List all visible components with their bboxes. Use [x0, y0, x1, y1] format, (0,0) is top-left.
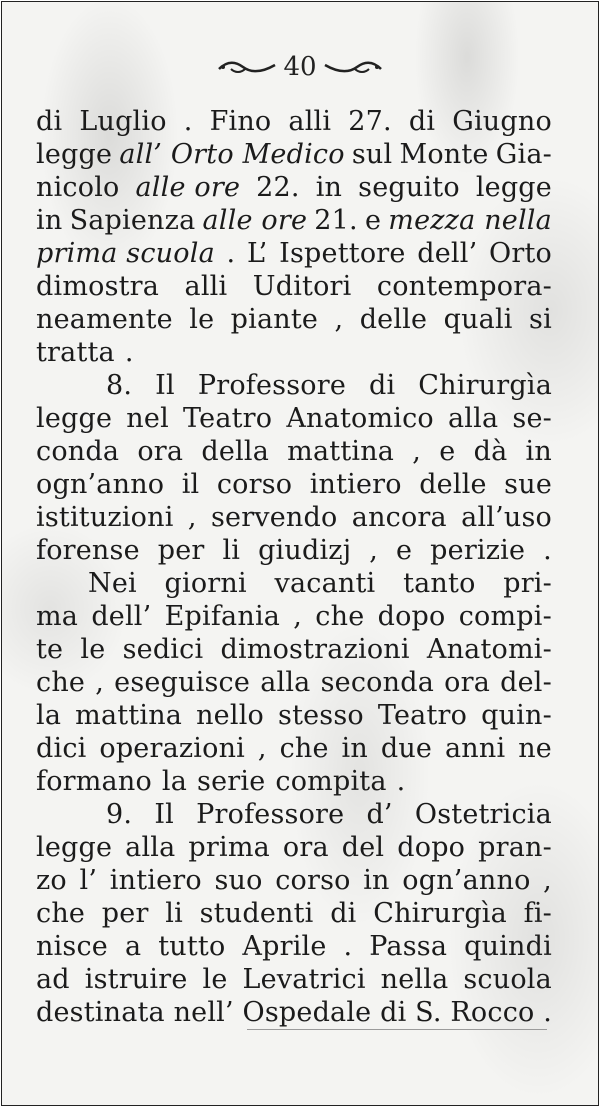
underline-rule [247, 1029, 547, 1030]
word: ma [36, 601, 79, 632]
text-line [36, 270, 552, 303]
word: Ispettore [279, 238, 406, 269]
text-line [36, 600, 552, 633]
text-line [36, 864, 552, 897]
right-ornament-icon [323, 57, 383, 77]
word: le [80, 634, 106, 665]
text-line [36, 567, 552, 600]
word: le [189, 304, 215, 335]
word: 27. [348, 106, 392, 137]
word: legge [36, 139, 113, 170]
word: Professore [197, 370, 346, 401]
word: di [36, 106, 63, 137]
word: le [202, 964, 228, 995]
word: di [368, 370, 396, 401]
word: tanto [403, 568, 476, 599]
left-ornament-icon [217, 57, 277, 77]
page-number: 40 [283, 52, 317, 82]
word: contempora- [376, 271, 552, 302]
word: in [315, 172, 343, 203]
text-line [36, 468, 552, 501]
text-line [36, 831, 552, 864]
word: fi- [523, 898, 552, 929]
word: , [543, 865, 552, 896]
text-line [36, 105, 552, 138]
word: di [408, 106, 436, 137]
word: nello [196, 700, 264, 731]
word: corso [216, 469, 293, 500]
word: 22. [256, 172, 300, 203]
text-line [36, 996, 552, 1029]
word: Monte [399, 139, 489, 170]
word: piante [230, 304, 319, 335]
word: li [222, 535, 241, 566]
word: sue [504, 469, 552, 500]
word: Chirurgìa [373, 898, 507, 929]
word: seconda [320, 667, 434, 698]
text-line [36, 402, 552, 435]
word: Levatrici [242, 964, 366, 995]
word: legge [475, 172, 552, 203]
word: nell’ [173, 997, 234, 1028]
word: Passa [369, 931, 448, 962]
word: L’ [247, 238, 268, 269]
word: Professore [196, 799, 345, 830]
word: la [36, 700, 62, 731]
word: Ospedale [242, 997, 372, 1028]
word: dopo [397, 832, 466, 863]
text-line [36, 138, 552, 171]
word: pri- [503, 568, 552, 599]
word: , [187, 502, 197, 533]
word: . [543, 535, 552, 566]
word: compi- [458, 601, 552, 632]
word: Il [155, 370, 175, 401]
word: del- [500, 667, 552, 698]
word: Il [154, 799, 175, 830]
word: Aprile [242, 931, 327, 962]
word: di [330, 898, 357, 929]
word: , [334, 304, 344, 335]
word: sul [351, 139, 393, 170]
word: in [363, 865, 390, 896]
word: tratta [36, 337, 115, 368]
word: che [36, 898, 86, 929]
text-line [36, 666, 552, 699]
word: che [279, 733, 329, 764]
word: quindi [464, 931, 552, 962]
word: suo [214, 865, 263, 896]
text-line [36, 435, 552, 468]
body-text [36, 105, 552, 1029]
word: alle ore [202, 205, 308, 236]
word: , [293, 601, 303, 632]
word: di [380, 997, 407, 1028]
word: Uditori [252, 271, 352, 302]
word: mezza nella [388, 205, 552, 236]
word: e [439, 436, 456, 467]
word: dopo [377, 601, 446, 632]
word: l’ [79, 865, 98, 896]
word: . [183, 106, 193, 137]
word: alli [288, 106, 332, 137]
word: , [95, 667, 105, 698]
word: Anatomi- [426, 634, 552, 665]
word: dimostrazioni [220, 634, 410, 665]
word: 21. [314, 205, 358, 236]
word: , [369, 535, 379, 566]
word: per [101, 898, 149, 929]
word: si [529, 304, 552, 335]
word: scuola [463, 964, 552, 995]
word: e [396, 535, 413, 566]
word: alla [260, 667, 311, 698]
word: dimostra [36, 271, 160, 302]
word: all’uso [461, 502, 552, 533]
word: Ostetricia [414, 799, 552, 830]
word: operazioni [99, 733, 246, 764]
text-line [36, 798, 552, 831]
page-header [2, 54, 598, 80]
word: prima scuola [36, 238, 215, 269]
word: e [364, 205, 382, 236]
word: legge [36, 832, 113, 863]
word: prima [188, 832, 270, 863]
word: all’ Orto Medico [119, 139, 345, 170]
word: nel [126, 403, 169, 434]
word: servendo [210, 502, 338, 533]
word: ora [444, 667, 490, 698]
word: eseguisce [114, 667, 251, 698]
word: , [412, 436, 422, 467]
word: quin- [481, 700, 552, 731]
text-line [36, 963, 552, 996]
word: ogn’anno [36, 469, 165, 500]
word: . [543, 997, 552, 1028]
word: legge [36, 403, 113, 434]
text-line [36, 765, 552, 798]
text-line [36, 336, 552, 369]
word: li [165, 898, 183, 929]
word: Epifania [164, 601, 281, 632]
word: che [36, 667, 86, 698]
word: , [257, 733, 267, 764]
word: Teatro [377, 700, 468, 731]
word: nella [380, 964, 449, 995]
word: stesso [278, 700, 364, 731]
word: S. [415, 997, 442, 1028]
word: seguito [358, 172, 460, 203]
text-line [36, 633, 552, 666]
word: ad [36, 964, 70, 995]
text-line [36, 732, 552, 765]
word: la [161, 766, 188, 797]
word: mattina [287, 436, 395, 467]
word: ancora [351, 502, 447, 533]
word: il [181, 469, 200, 500]
text-line [36, 534, 552, 567]
word: Gia- [495, 139, 552, 170]
word: alla [125, 832, 176, 863]
word: Luglio [79, 106, 167, 137]
word: perizie [430, 535, 526, 566]
word: che [315, 601, 365, 632]
word: Sapienza [69, 205, 196, 236]
word: formano [36, 766, 152, 797]
word: dell’ [417, 238, 478, 269]
word: 9. [106, 799, 133, 830]
word: 8. [106, 370, 133, 401]
word: corso [275, 865, 351, 896]
word: forense [36, 535, 140, 566]
word: . [343, 931, 353, 962]
word: Rocco [450, 997, 535, 1028]
word: pran- [478, 832, 552, 863]
text-line [36, 699, 552, 732]
word: istituzioni [36, 502, 174, 533]
word: due [380, 733, 433, 764]
word: dà [473, 436, 508, 467]
word: Anatomico [286, 403, 434, 434]
word: Giugno [452, 106, 552, 137]
text-line [36, 501, 552, 534]
word: a [124, 931, 142, 962]
word: . [226, 238, 236, 269]
word: della [201, 436, 269, 467]
word: neamente [36, 304, 173, 335]
word: serie [197, 766, 266, 797]
word: se- [512, 403, 552, 434]
word: alli [184, 271, 228, 302]
word: per [157, 535, 205, 566]
word: Teatro [183, 403, 273, 434]
word: alle ore [135, 172, 241, 203]
book-page [1, 1, 599, 1106]
word: Fino [209, 106, 272, 137]
word: in [525, 436, 552, 467]
word: ogn’anno [402, 865, 531, 896]
word: . [124, 337, 134, 368]
word: compita [275, 766, 387, 797]
word: Chirurgìa [418, 370, 552, 401]
word: in [36, 205, 63, 236]
word: tutto [158, 931, 226, 962]
word: Nei [88, 568, 137, 599]
word: quali [443, 304, 513, 335]
word: studenti [199, 898, 314, 929]
text-line [36, 369, 552, 402]
word: giorni [164, 568, 247, 599]
word: ora [282, 832, 329, 863]
word: sedici [122, 634, 204, 665]
word: nisce [36, 931, 108, 962]
word: d’ [366, 799, 393, 830]
word: istruire [84, 964, 188, 995]
word: anni [445, 733, 506, 764]
word: ora [137, 436, 184, 467]
word: alla [448, 403, 499, 434]
word: te [36, 634, 64, 665]
word: in [341, 733, 368, 764]
text-line [36, 204, 552, 237]
word: delle [419, 469, 487, 500]
word: delle [359, 304, 428, 335]
word: del [341, 832, 385, 863]
word: vacanti [274, 568, 376, 599]
word: dell’ [91, 601, 152, 632]
word: conda [36, 436, 120, 467]
word: mattina [75, 700, 183, 731]
word: intiero [309, 469, 402, 500]
word: . [396, 766, 406, 797]
word: dici [36, 733, 87, 764]
word: ne [518, 733, 552, 764]
text-line [36, 930, 552, 963]
word: nicolo [36, 172, 120, 203]
text-line [36, 171, 552, 204]
word: giudizj [258, 535, 352, 566]
word: Orto [489, 238, 552, 269]
word: destinata [36, 997, 165, 1028]
text-line [36, 303, 552, 336]
word: zo [36, 865, 67, 896]
word: intiero [109, 865, 202, 896]
text-line [36, 897, 552, 930]
text-line [36, 237, 552, 270]
